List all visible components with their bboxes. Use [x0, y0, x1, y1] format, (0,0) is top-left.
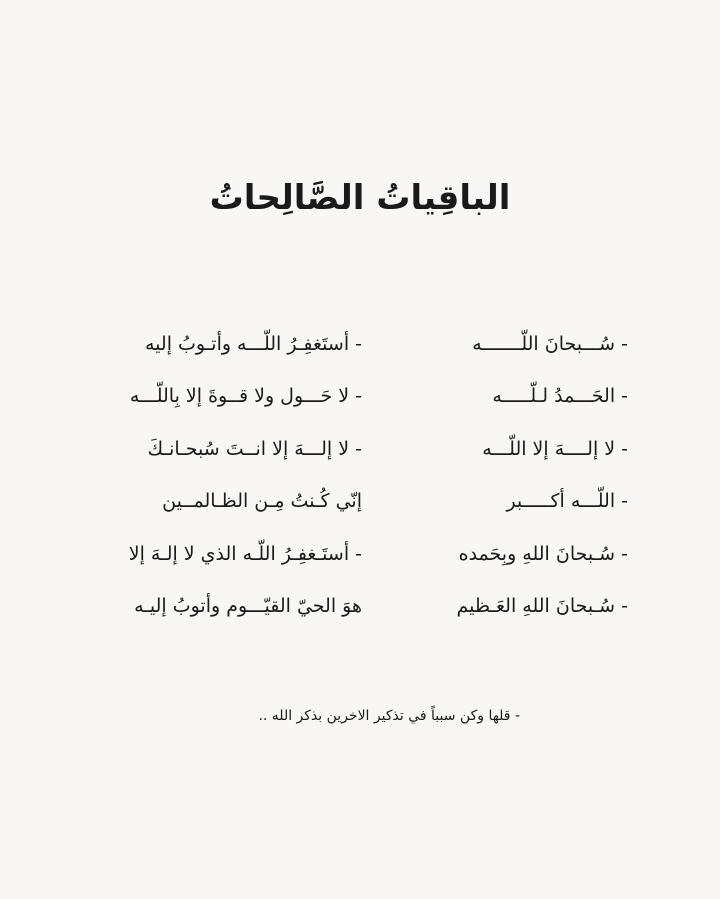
dhikr-line: - لا إلـــهَ إلا انــتَ سُبحـانـكَ [147, 437, 362, 460]
dhikr-line: - لا حَـــول ولا قــوةَ إلا بِاللّـــه [129, 385, 362, 408]
dhikr-column-left [102, 318, 362, 633]
dhikr-line: - أستَغفِـرُ اللّـــه وأتـوبُ إليه [144, 332, 362, 355]
page-title: الباقِياتُ الصَّالِحاتُ [209, 178, 511, 218]
dhikr-line: - لا إلــــهَ إلا اللّـــه [482, 437, 628, 460]
dhikr-line: - أستَـغفِـرُ اللّـه الذي لا إلـهَ إلا [128, 542, 362, 565]
footer-note: - قلها وكن سبباً في تذكير الاخرين بذكر الله .. [258, 708, 520, 724]
dhikr-line: إنّي كُـنتُ مِـن الظـالمــين [162, 490, 362, 513]
dhikr-line: - اللّـــه أكـــــبر [506, 490, 628, 513]
dhikr-line: - سُـبحانَ اللهِ وبِحَمده [458, 542, 628, 565]
dhikr-line: - الحَـــمدُ لـلّـــــه [492, 385, 628, 408]
dhikr-line: - سُـبحانَ اللهِ العَـظيم [456, 595, 628, 618]
dhikr-line: - سُـــبحانَ اللّـــــــه [472, 332, 628, 355]
dhikr-line: هوَ الحيّ القيّـــوم وأتوبُ إليـه [134, 595, 362, 618]
dhikr-column-right [428, 318, 628, 633]
